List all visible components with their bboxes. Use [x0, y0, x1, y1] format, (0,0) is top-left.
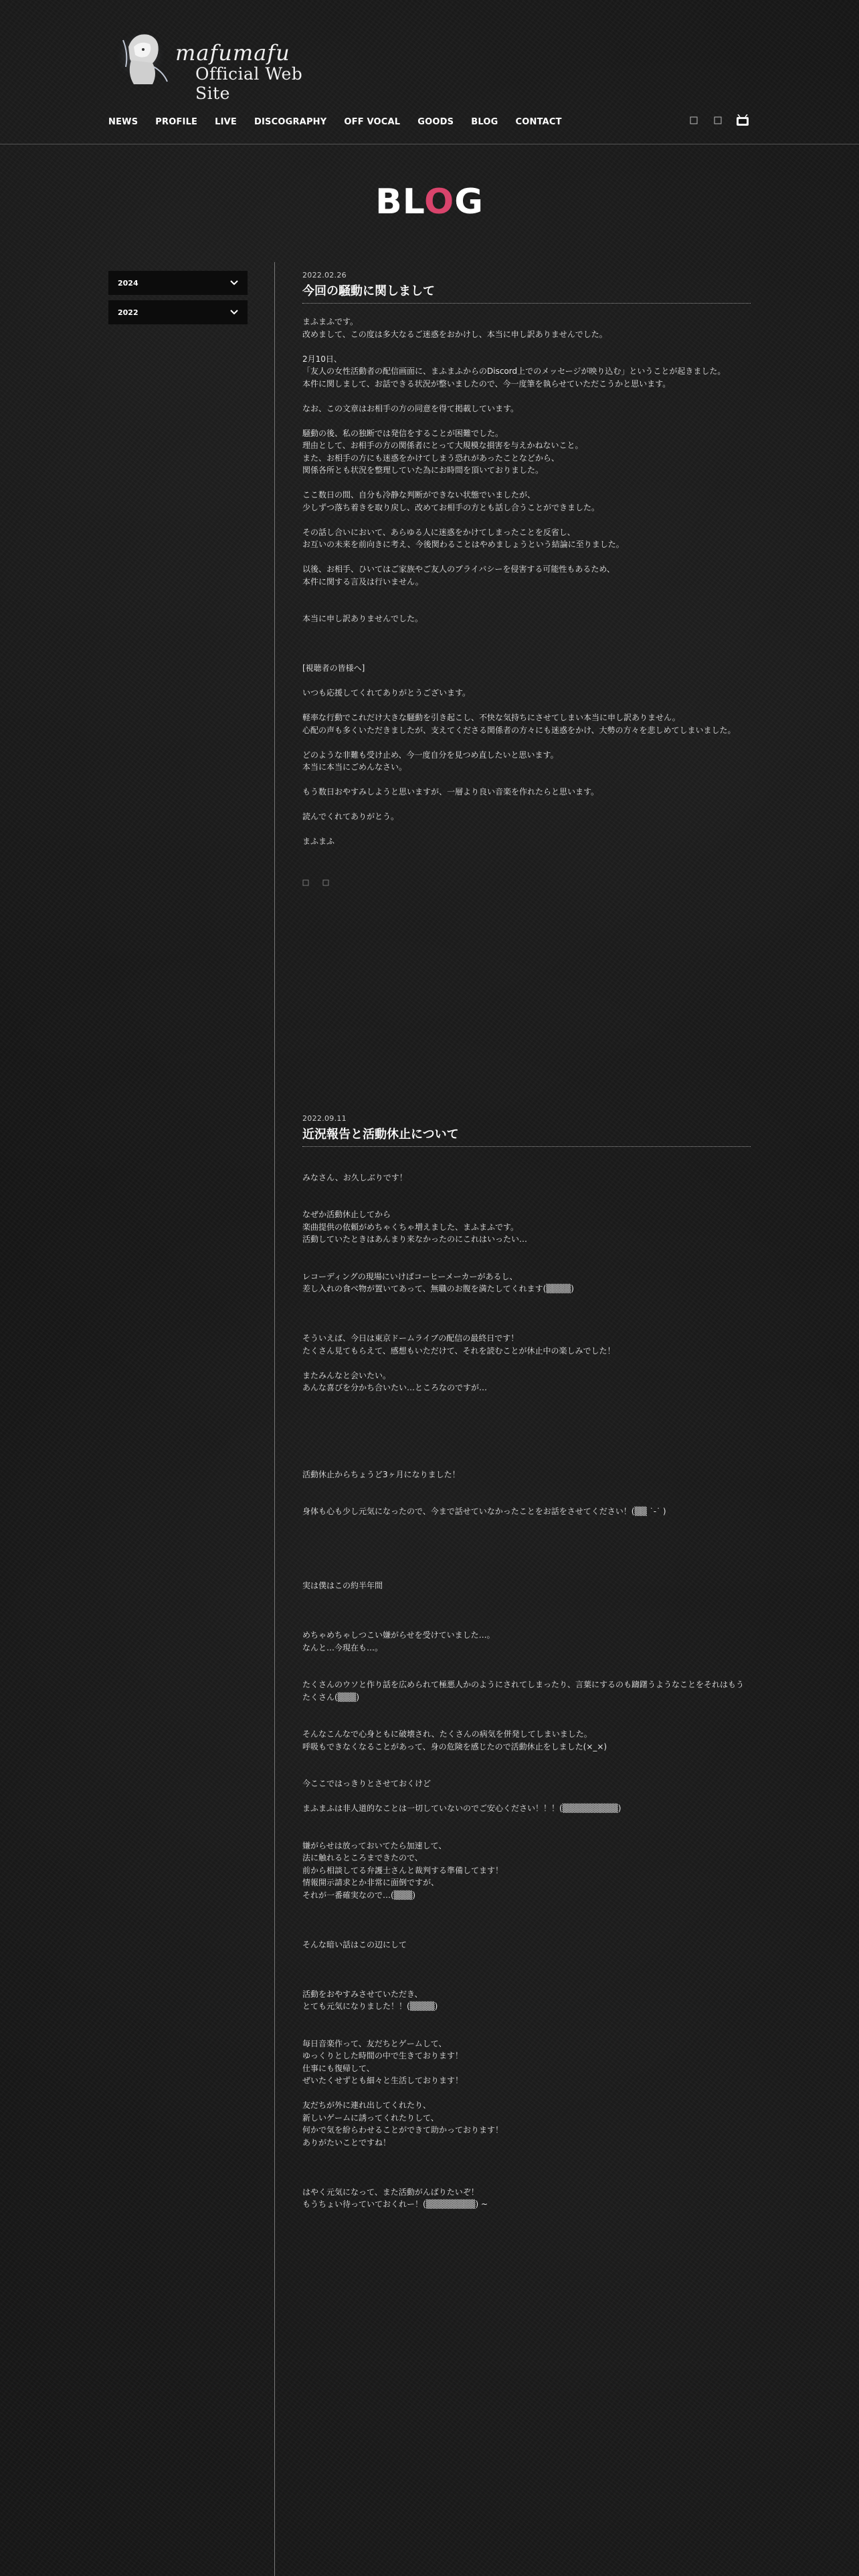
niconico-icon[interactable]: [735, 114, 751, 127]
nav-news[interactable]: NEWS: [108, 117, 138, 127]
post-paragraph: [302, 774, 751, 786]
post-paragraph: いつも応援してくれてありがとうございます。: [302, 688, 471, 697]
post-paragraph: [302, 1246, 751, 1259]
archive-year-label: 2024: [118, 278, 138, 288]
post-paragraph: 2月10日、: [302, 354, 342, 364]
post-paragraph: [302, 1307, 751, 1320]
blog-post: [302, 271, 751, 883]
page-title-part: G: [454, 182, 484, 222]
share-facebook-icon[interactable]: [322, 876, 329, 883]
post-paragraph: 友だちが外に連れ出してくれたり、: [302, 2101, 432, 2110]
post-paragraph: [302, 650, 751, 663]
post-paragraph: そんなこんなで心身ともに破壊され、たくさんの病気を併発してしまいました。: [302, 1729, 592, 1739]
post-paragraph: [302, 1790, 751, 1803]
post-paragraph: みなさん、お久しぶりです！: [302, 1172, 407, 1182]
post-paragraph: [302, 637, 751, 650]
post-paragraph: [302, 700, 751, 712]
post-paragraph: 本当に申し訳ありませんでした。: [302, 614, 423, 623]
post-paragraph: [302, 1815, 751, 1828]
post-paragraph: [302, 2149, 751, 2161]
post-paragraph: 差し入れの食べ物が置いてあって、無職のお腹を満たしてくれます(▒▒▒▒): [302, 1284, 574, 1293]
post-paragraph: [302, 415, 751, 427]
post-paragraph: [302, 625, 751, 638]
post-paragraph: [302, 514, 751, 526]
post-date: 2022.09.11: [302, 1114, 347, 1123]
post-paragraph: 軽率な行動でこれだけ大きな騒動を引き起こし、不快な気持ちにさせてしまい本当に申し訳ありません。: [302, 713, 680, 722]
post-paragraph: ここ数日の間、自分も冷静な判断ができない状態でいましたが、: [302, 490, 536, 500]
post-paragraph: [302, 551, 751, 564]
post-paragraph: [302, 1765, 751, 1778]
post-paragraph: [302, 1456, 751, 1469]
post-paragraph: 理由として、お相手の方の関係者にとって大規模な損害を与えかねないこと。: [302, 441, 583, 450]
post-paragraph: [302, 1530, 751, 1543]
nav-blog[interactable]: BLOG: [471, 117, 498, 127]
post-paragraph: [302, 1667, 751, 1679]
site-header: [0, 0, 859, 144]
post-paragraph: ぜいたくせずとも細々と生活しております！: [302, 2076, 464, 2085]
post-paragraph: レコーディングの現場にいけばコーヒーメーカーがあるし、: [302, 1271, 518, 1281]
post-paragraph: 改めまして、この度は多大なるご迷惑をおかけし、本当に申し訳ありませんでした。: [302, 329, 607, 339]
post-paragraph: 以後、お相手、ひいてはご家族やご友人のプライバシーを侵害する可能性もあるため、: [302, 564, 615, 574]
post-paragraph: また、お相手の方にも迷惑をかけてしまう恐れがあったことなどから、: [302, 453, 559, 463]
post-paragraph: なぜか活動休止してから: [302, 1210, 391, 1219]
post-paragraph: [302, 1654, 751, 1667]
archive-year-2024[interactable]: [108, 271, 248, 295]
post-paragraph: [302, 1481, 751, 1493]
archive-sidebar: [108, 271, 248, 330]
post-paragraph: 嫌がらせは放っておいてたら加速して、: [302, 1840, 447, 1850]
page-title-part: BL: [375, 182, 424, 222]
post-paragraph: 何かで気を紛らわせることができて助かっております！: [302, 2125, 504, 2135]
post-paragraph: 実は僕はこの約半年間: [302, 1581, 383, 1590]
post-paragraph: [302, 1493, 751, 1506]
post-paragraph: [302, 588, 751, 601]
post-paragraph: ゆっくりとした時間の中で生きております！: [302, 2051, 463, 2060]
content-divider: [274, 262, 275, 2576]
post-paragraph: それが一番確実なので…(▒▒▒): [302, 1890, 416, 1900]
post-paragraph: [302, 1827, 751, 1840]
logo-subtitle: Official Web Site: [195, 64, 303, 103]
post-paragraph: [302, 823, 751, 836]
post-paragraph: 今ここではっきりとさせておくけど: [302, 1779, 432, 1788]
post-paragraph: またみんなと会いたい。: [302, 1370, 391, 1380]
post-paragraph: 関係各所とも状況を整理していた為にお時間を頂いておりました。: [302, 465, 544, 475]
nav-profile[interactable]: PROFILE: [155, 117, 198, 127]
post-paragraph: [302, 1963, 751, 1976]
nav-contact[interactable]: CONTACT: [515, 117, 562, 127]
post-paragraph: [302, 2173, 751, 2186]
post-body: [302, 316, 751, 848]
twitter-icon[interactable]: [689, 114, 698, 127]
post-paragraph: 毎日音楽作って、友だちとゲームして、: [302, 2038, 447, 2048]
post-paragraph: [302, 1159, 751, 1172]
post-paragraph: [302, 1617, 751, 1630]
post-paragraph: もう数日おやすみしようと思いますが、一層より良い音楽を作れたらと思います。: [302, 787, 599, 796]
post-paragraph: 楽曲提供の依頼がめちゃくちゃ増えました、まふまふです。: [302, 1222, 519, 1232]
archive-year-2022[interactable]: [108, 300, 248, 324]
post-paragraph: 新しいゲームに誘ってくれたりして、: [302, 2113, 439, 2123]
post-paragraph: どのような非難も受け止め、今一度自分を見つめ直したいと思います。: [302, 750, 559, 760]
blog-post: [302, 1114, 751, 2211]
post-paragraph: そういえば、今日は東京ドームライブの配信の最終日です！: [302, 1333, 519, 1343]
post-paragraph: [302, 1320, 751, 1333]
post-paragraph: 活動をおやすみさせていただき、: [302, 1989, 423, 1999]
post-paragraph: [302, 1406, 751, 1419]
post-paragraph: [302, 1543, 751, 1555]
site-logo[interactable]: [108, 23, 336, 103]
post-paragraph: まふまふ: [302, 837, 335, 846]
post-paragraph: [302, 1604, 751, 1617]
nav-off-vocal[interactable]: OFF VOCAL: [344, 117, 401, 127]
post-paragraph: [302, 1951, 751, 1963]
post-paragraph: [302, 601, 751, 613]
post-paragraph: [302, 2087, 751, 2100]
post-paragraph: その話し合いにおいて、あらゆる人に迷惑をかけてしまったことを反省し、: [302, 527, 575, 537]
post-paragraph: 法に触れるところまできたので、: [302, 1853, 423, 1862]
post-paragraph: [302, 1926, 751, 1939]
post-paragraph: 呼吸もできなくなることがあって、身の危険を感じたので活動休止をしました(×_×): [302, 1741, 607, 1751]
post-paragraph: なんと…今現在も…。: [302, 1642, 383, 1652]
post-paragraph: [302, 1568, 751, 1580]
post-paragraph: [302, 2013, 751, 2026]
post-paragraph: [302, 1753, 751, 1765]
post-body: [302, 1159, 751, 2211]
post-paragraph: [302, 340, 751, 353]
post-paragraph: はやく元気になって、また活動がんばりたいぞ！: [302, 2187, 479, 2197]
post-paragraph: [302, 1555, 751, 1568]
post-paragraph: [302, 1196, 751, 1209]
post-paragraph: 騒動の後、私の独断では発信をすることが困難でした。: [302, 428, 504, 438]
post-paragraph: なお、この文章はお相手の方の同意を得て掲載しています。: [302, 403, 519, 413]
post-paragraph: [302, 1431, 751, 1444]
post-paragraph: ありがたいことですね！: [302, 2137, 391, 2147]
post-paragraph: 活動していたときはあんまり来なかったのにこれはいったい…: [302, 1235, 528, 1244]
post-paragraph: 本件に関しまして、お話できる状況が整いましたので、今一度筆を執らせていただこうかと思います。: [302, 379, 671, 389]
post-paragraph: [302, 1394, 751, 1407]
post-paragraph: たくさん見てもらえて、感想もいただけて、それを読むことが休止中の楽しみでした！: [302, 1346, 615, 1356]
post-paragraph: まふまふです。: [302, 317, 359, 326]
page-title-accent: O: [424, 182, 455, 222]
post-paragraph: たくさんのウソと作り話を広められて極悪人かのようにされてしまったり、言葉にするのも躊躇うようなことをそれはもうたくさん(▒▒▒): [302, 1680, 745, 1702]
main-nav: [108, 117, 579, 127]
post-paragraph: [302, 1184, 751, 1196]
post-paragraph: [302, 477, 751, 490]
post-paragraph: [302, 1444, 751, 1457]
post-paragraph: [302, 1703, 751, 1716]
post-paragraph: [302, 736, 751, 749]
youtube-icon[interactable]: [713, 114, 723, 127]
post-paragraph: 情報開示請求とか非常に面倒ですが、: [302, 1878, 440, 1887]
chevron-down-icon: [230, 280, 238, 286]
post-paragraph: 本当に本当にごめんなさい。: [302, 762, 407, 772]
post-paragraph: あんな喜びを分かち合いたい…ところなのですが…: [302, 1383, 488, 1392]
post-paragraph: [302, 798, 751, 811]
post-paragraph: [302, 2025, 751, 2038]
chevron-down-icon: [230, 310, 238, 315]
post-paragraph: [302, 2161, 751, 2174]
post-paragraph: [302, 1258, 751, 1271]
post-paragraph: 身体も心も少し元気になったので、今まで話せていなかったことをお話をさせてください！(▒▒ ˙-˙ ): [302, 1507, 666, 1516]
share-twitter-icon[interactable]: [302, 876, 309, 883]
post-paragraph: [302, 390, 751, 403]
post-paragraph: 少しずつ落ち着きを取り戻し、改めてお相手の方とも話し合うことができました。: [302, 502, 600, 512]
post-paragraph: [302, 1295, 751, 1308]
post-paragraph: 本件に関する言及は行いません。: [302, 576, 423, 586]
post-paragraph: そんな暗い話はこの辺にして: [302, 1939, 407, 1949]
post-paragraph: [302, 1975, 751, 1988]
post-paragraph: [302, 1357, 751, 1370]
post-paragraph: まふまふは非人道的なことは一切していないのでご安心ください！！！(▒▒▒▒▒▒▒▒▒): [302, 1804, 622, 1813]
post-title[interactable]: 今回の騒動に関しまして: [302, 282, 751, 304]
post-paragraph: [302, 1592, 751, 1605]
nav-discography[interactable]: DISCOGRAPHY: [254, 117, 327, 127]
post-paragraph: もうちょい待っていておくれー！(▒▒▒▒▒▒▒▒) ~: [302, 2199, 488, 2209]
nav-live[interactable]: LIVE: [215, 117, 237, 127]
logo-character-icon: [114, 27, 173, 88]
archive-year-label: 2022: [118, 308, 138, 317]
post-paragraph: 心配の声も多くいただきましたが、支えてくださる関係者の方々にも迷惑をかけ、大勢の方々を悲しめてしまいました。: [302, 725, 736, 735]
post-paragraph: 活動休止からちょうど3ヶ月になりました！: [302, 1469, 460, 1479]
nav-goods[interactable]: GOODS: [417, 117, 454, 127]
post-paragraph: 仕事にも復帰して、: [302, 2063, 375, 2073]
post-paragraph: [視聴者の皆様へ]: [302, 663, 365, 673]
post-paragraph: [302, 1419, 751, 1432]
post-paragraph: [302, 1914, 751, 1927]
page-title: [0, 182, 859, 222]
post-paragraph: [302, 1518, 751, 1531]
post-paragraph: 読んでくれてありがとう。: [302, 812, 399, 821]
post-paragraph: [302, 1716, 751, 1729]
post-paragraph: めちゃめちゃしつこい嫌がらせを受けていました…。: [302, 1630, 495, 1640]
post-paragraph: [302, 1901, 751, 1914]
post-paragraph: 「友人の女性活動者の配信画面に、まふまふからのDiscord上でのメッセージが映り込む」ということが起きました。: [302, 366, 726, 376]
share-buttons: [302, 876, 751, 883]
post-paragraph: 前から相談してる弁護士さんと裁判する準備してます！: [302, 1865, 504, 1875]
post-paragraph: とても元気になりました！！(▒▒▒▒): [302, 2002, 438, 2011]
post-title[interactable]: 近況報告と活動休止について: [302, 1125, 751, 1147]
post-paragraph: お互いの未来を前向きに考え、今後関わることはやめましょうという結論に至りました。: [302, 540, 624, 549]
post-paragraph: [302, 675, 751, 687]
post-date: 2022.02.26: [302, 271, 347, 280]
logo-name: mafumafu: [175, 40, 290, 66]
